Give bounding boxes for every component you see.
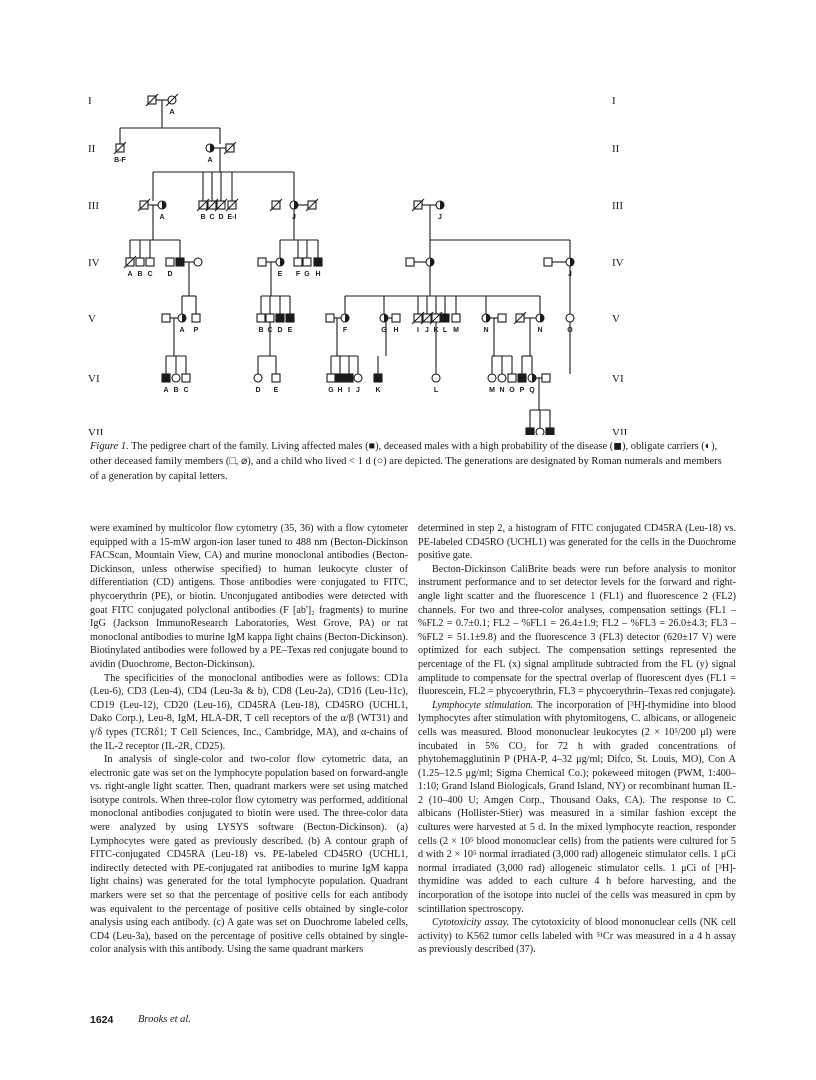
pedigree-symbol — [215, 199, 227, 211]
pedigree-symbol — [542, 374, 550, 382]
pedigree-member-label: N — [483, 327, 489, 334]
pedigree-symbol — [206, 144, 214, 152]
pedigree-member-label: A — [169, 109, 175, 116]
pedigree-member-label: F — [295, 271, 301, 278]
pedigree-member-label: K — [375, 387, 381, 394]
left-column — [90, 522, 408, 957]
generation-label-right: II — [612, 143, 620, 155]
pedigree-member-label: P — [519, 387, 525, 394]
pedigree-symbol — [138, 199, 150, 211]
paragraph: were examined by multicolor flow cytometry (35, 36) with a flow cytometer equipped with a 15-mW argon-ion laser tuned to 488 nm (Becton-Dickinson FACScan, Mountain View, CA) and murine monoclonal antibodies (Becton-Dickinson, unless otherwise specified) to human leukocyte cluster of differentiation (CD) antigens. Those antibodies were conjugated to FITC, phycoerythrin (PE), or biotin. Unconjugated antibodies were detected with goat FITC conjugated polyclonal antibodies (F [ab']₂ fragments) to murine IgG (Jackson ImmunoResearch Laboratories, West Grove, PA) or rat monoclonal antibodies to murine IgM kappa light chains (Becton-Dickinson). Biotinylated antibodies were followed by a PE–Texas red conjugate bound to avidin (Duochrome, Becton-Dickinson). — [90, 523, 408, 670]
pedigree-symbol — [341, 314, 349, 322]
pedigree-symbol — [158, 201, 166, 209]
pedigree-member-label: A — [179, 327, 185, 334]
paragraph: Lymphocyte stimulation. The incorporation of [³H]-thymidine into blood lymphocytes after stimulation with phytomitogens, C. albicans, or allogeneic cells was measured. Blood mononuclear leukocytes (2 × 10⁵/200 μl) were incubated in 5% CO₂ for 72 h with graded concentrations of phytohemagglutinin P (PHA-P, 4–32 μg/ml; Difco, St. Louis, MO), Con A (1.25–12.5 μg/ml; Sigma Chemical Co.); pokeweed mitogen (PWM, 1:400–1:10; Grand Island Biologicals, Grand Island, NY) or recombinant human IL-2 (10–400 U; Amgen Corp., Thousand Oaks, CA). The response to C. albicans (Hollister-Stier) was measured in a similar fashion except the cultures were harvested at 5 d. In the mixed lymphocyte reaction, responder cells (2 × 10⁵ blood mononuclear cells) from the patients were cultured for 5 d with 2 × 10⁵ normal irradiated (3,000 rad) allogeneic stimulator cells. 1 μCi normal irradiated (3,000 rad) allogeneic stimulator cells. 1 μCi of [³H]-thymidine was added to each culture 4 h before harvesting, and the incorporation of the isotope into nuclei of the cells was measured in cpm by scintillation spectroscopy. — [418, 699, 736, 915]
pedigree-symbol — [272, 374, 280, 382]
pedigree-member-label: L — [442, 327, 448, 334]
pedigree-member-label: J — [356, 387, 360, 394]
pedigree-member-label: A — [159, 214, 165, 221]
pedigree-member-label: D — [218, 214, 224, 221]
pedigree-symbol — [536, 428, 544, 435]
pedigree-symbol — [114, 142, 126, 154]
pedigree-symbol — [528, 374, 536, 382]
pedigree-symbol — [178, 314, 186, 322]
section-heading: Cytotoxicity assay. — [432, 917, 510, 929]
caption-text: The pedigree chart of the family. Living affected males (■), deceased males with a high probability of the disease (◼), obligate carriers (◐), other deceased family members (□, ⌀), and a child who lived < 1 d (○) are depicted. The generations are designated by Roman numerals and members of a generation by capital letters. — [90, 441, 722, 482]
pedigree-symbol — [303, 258, 311, 266]
pedigree-member-label: L — [433, 387, 439, 394]
pedigree-member-label: H — [337, 387, 343, 394]
pedigree-member-label: E — [273, 387, 279, 394]
pedigree-symbol — [192, 314, 200, 322]
pedigree-symbol — [536, 314, 544, 322]
pedigree-member-label: I — [348, 387, 350, 394]
generation-label-left: VI — [88, 373, 100, 385]
pedigree-member-label: F — [342, 327, 348, 334]
pedigree-symbol — [146, 258, 154, 266]
pedigree-symbol — [257, 314, 265, 322]
pedigree-member-label: Q — [529, 387, 535, 394]
pedigree-symbol — [392, 314, 400, 322]
pedigree-symbol — [276, 258, 284, 266]
generation-label-left: I — [88, 95, 92, 107]
pedigree-symbol — [498, 314, 506, 322]
pedigree-symbol — [294, 258, 302, 266]
pedigree-symbol — [432, 374, 440, 382]
pedigree-member-label: D — [255, 387, 261, 394]
pedigree-symbol — [162, 314, 170, 322]
pedigree-symbol — [406, 258, 414, 266]
pedigree-symbol — [314, 258, 322, 266]
pedigree-symbol — [136, 258, 144, 266]
pedigree-symbol — [182, 374, 190, 382]
running-authors: Brooks et al. — [138, 1014, 191, 1025]
pedigree-symbol — [436, 201, 444, 209]
pedigree-symbol — [326, 314, 334, 322]
generation-label-left: II — [88, 143, 96, 155]
pedigree-member-label: K — [433, 327, 439, 334]
pedigree-member-label: O — [567, 327, 573, 334]
pedigree-symbol — [276, 314, 284, 322]
pedigree-member-label: E — [287, 327, 293, 334]
pedigree-member-label: G — [304, 271, 310, 278]
pedigree-member-label: B-F — [114, 157, 126, 164]
pedigree-member-label: I — [429, 271, 431, 278]
pedigree-symbol — [286, 314, 294, 322]
pedigree-symbol — [194, 258, 202, 266]
pedigree-symbol — [426, 258, 434, 266]
pedigree-symbol — [544, 258, 552, 266]
pedigree-member-label: M — [489, 387, 495, 394]
pedigree-member-label: C — [209, 214, 215, 221]
pedigree-symbol — [546, 428, 554, 435]
pedigree-symbol — [266, 314, 274, 322]
paragraph: Becton-Dickinson CaliBrite beads were run before analysis to monitor instrument performance and to set detector levels for the forward and right-angle light scatter and the fluorescence 1 (FL1) and fluorescence 2 (FL2) channels. For two and three-color analyses, compensation settings (FL1 – %FL2 = 0.7±0.1; FL2 – %FL1 = 26.4±1.9; FL2 – %FL3 = 26.0±4.3; FL3 – %FL2 = 51.1±9.8) and the fluorescence 3 (FL3) detector (620±17 V) were optimized for each subject. The compensation settings represented the percentage of the FL (x) signal amplitude subtracted from the FL (y) signal amplitude to compensate for the spectral overlap of fluorescent dyes (FL1 = fluorescein, FL2 = phycoerythrin, FL3 = phycoerythrin–Texas red conjugate). — [418, 563, 736, 698]
pedigree-member-label: A — [207, 157, 213, 164]
pedigree-member-label: J — [568, 271, 572, 278]
pedigree-symbol — [306, 199, 318, 211]
pedigree-member-label: G — [328, 387, 334, 394]
pedigree-member-label: B — [173, 387, 179, 394]
pedigree-member-label: J — [292, 214, 296, 221]
generation-label-right: V — [612, 313, 620, 325]
pedigree-member-label: N — [537, 327, 543, 334]
pedigree-symbol — [172, 374, 180, 382]
generation-label-right: IV — [612, 257, 624, 269]
generation-label-right: III — [612, 200, 623, 212]
pedigree-member-label: E-I — [227, 214, 237, 221]
page-number: 1624 — [90, 1014, 114, 1026]
pedigree-symbol — [488, 374, 496, 382]
pedigree-symbol — [482, 314, 490, 322]
pedigree-member-label: E — [277, 271, 283, 278]
pedigree-symbol — [258, 258, 266, 266]
pedigree-member-label: N — [499, 387, 505, 394]
pedigree-symbol — [412, 199, 424, 211]
pedigree-symbol — [508, 374, 516, 382]
pedigree-symbol — [146, 94, 158, 106]
pedigree-member-label: A — [163, 387, 169, 394]
section-heading: Lymphocyte stimulation. — [432, 699, 534, 711]
pedigree-symbol — [430, 312, 442, 324]
page-footer — [90, 1014, 191, 1026]
pedigree-symbol — [566, 258, 574, 266]
paragraph: determined in step 2, a histogram of FITC conjugated CD45RA (Leu-18) vs. PE-labeled CD45RO (UCHL1) was generated for the cells in the Duochrome positive gate. — [418, 523, 736, 562]
pedigree-symbol — [226, 199, 238, 211]
figure-label: Figure 1. — [90, 441, 129, 452]
pedigree-member-label: I — [417, 327, 419, 334]
pedigree-symbol — [498, 374, 506, 382]
pedigree-member-label: D — [167, 271, 173, 278]
pedigree-symbol — [166, 94, 178, 106]
figure-caption — [90, 439, 730, 484]
generation-label-left: III — [88, 200, 99, 212]
pedigree-symbol — [254, 374, 262, 382]
pedigree-symbol — [176, 258, 184, 266]
pedigree-symbol — [526, 428, 534, 435]
pedigree-member-label: D — [277, 327, 283, 334]
pedigree-symbol — [336, 374, 344, 382]
pedigree-symbol — [224, 142, 236, 154]
pedigree-member-label: O — [509, 387, 515, 394]
generation-label-left: V — [88, 313, 96, 325]
pedigree-member-label: C — [147, 271, 153, 278]
pedigree-member-label: J — [425, 327, 429, 334]
pedigree-symbol — [566, 314, 574, 322]
pedigree-symbol — [514, 312, 526, 324]
pedigree-symbol — [441, 314, 449, 322]
pedigree-chart — [0, 0, 816, 435]
pedigree-symbol — [354, 374, 362, 382]
generation-label-left: IV — [88, 257, 100, 269]
pedigree-member-label: B — [200, 214, 206, 221]
pedigree-symbol — [452, 314, 460, 322]
pedigree-member-label: G — [381, 327, 387, 334]
pedigree-symbol — [166, 258, 174, 266]
pedigree-symbol — [162, 374, 170, 382]
pedigree-member-label: A — [127, 271, 133, 278]
pedigree-member-label: J — [438, 214, 442, 221]
pedigree-member-label: P — [193, 327, 199, 334]
pedigree-symbol — [518, 374, 526, 382]
pedigree-member-label: B — [137, 271, 143, 278]
generation-label-right: VI — [612, 373, 624, 385]
pedigree-symbol — [374, 374, 382, 382]
generation-label-right: I — [612, 95, 616, 107]
pedigree-symbol — [270, 199, 282, 211]
paragraph: Cytotoxicity assay. The cytotoxicity of blood mononuclear cells (NK cell activity) to K562 tumor cells labeled with ⁵¹Cr was measured in a 4 h assay as previously described (37). — [418, 917, 736, 956]
pedigree-symbol — [327, 374, 335, 382]
generation-label-right: VII — [612, 427, 628, 435]
pedigree-member-label: B — [258, 327, 264, 334]
pedigree-member-label: C — [183, 387, 189, 394]
paragraph: In analysis of single-color and two-color flow cytometric data, an electronic gate was set on the lymphocyte population based on forward-angle vs. right-angle light scatter. Then, quadrant markers were set using matched isotype controls. When three-color flow cytometry was performed, additional monoclonal antibodies conjugated to biotin were used. The three-color data were analyzed by using LYSYS software (Becton-Dickinson). (a) Lymphocytes were gated as previously described. (b) A contour graph of FITC-conjugated CD45RA (Leu-18) vs. PE-labeled CD45RO (UCHL1, indirectly detected with PE-conjugated rat antibodies to murine IgM kappa light chains) was generated for the total lymphocyte population. Quadrant markers were set so that the percentage of positive cells for each antibody was equivalent to the percentage of positive cells obtained by single-color analysis using each antibody. (c) A gate was set on Duochrome labeled cells, CD4 (Leu-3a), based on the percentage of positive cells obtained by single-color analysis with this antibody. Using the same quadrant markers — [90, 754, 408, 956]
pedigree-member-label: H — [315, 271, 321, 278]
paragraph: The specificities of the monoclonal antibodies were as follows: CD1a (Leu-6), CD3 (Leu-4), CD4 (Leu-3a & b), CD8 (Leu-2a), CD16 (Leu-11c), CD19 (Leu-12), CD20 (Leu-16), CD45RA (Leu-18), CD45RO (UCHL1, Dako Corp.), Leu-8, IgM, HLA-DR, T cell receptors of the α/β (WT31) and γ/δ types (TCRδ1; T Cell Sciences, Inc., Cambridge, MA), and α-chains of the IL-2 receptor (IL-2R, CD25). — [90, 672, 408, 752]
pedigree-member-label: C — [267, 327, 273, 334]
pedigree-symbol — [380, 314, 388, 322]
pedigree-member-label: H — [393, 327, 399, 334]
generation-label-left: VII — [88, 427, 104, 435]
pedigree-symbol — [345, 374, 353, 382]
right-column — [418, 522, 736, 957]
pedigree-symbol — [290, 201, 298, 209]
pedigree-symbol — [124, 256, 136, 268]
pedigree-member-label: M — [453, 327, 459, 334]
